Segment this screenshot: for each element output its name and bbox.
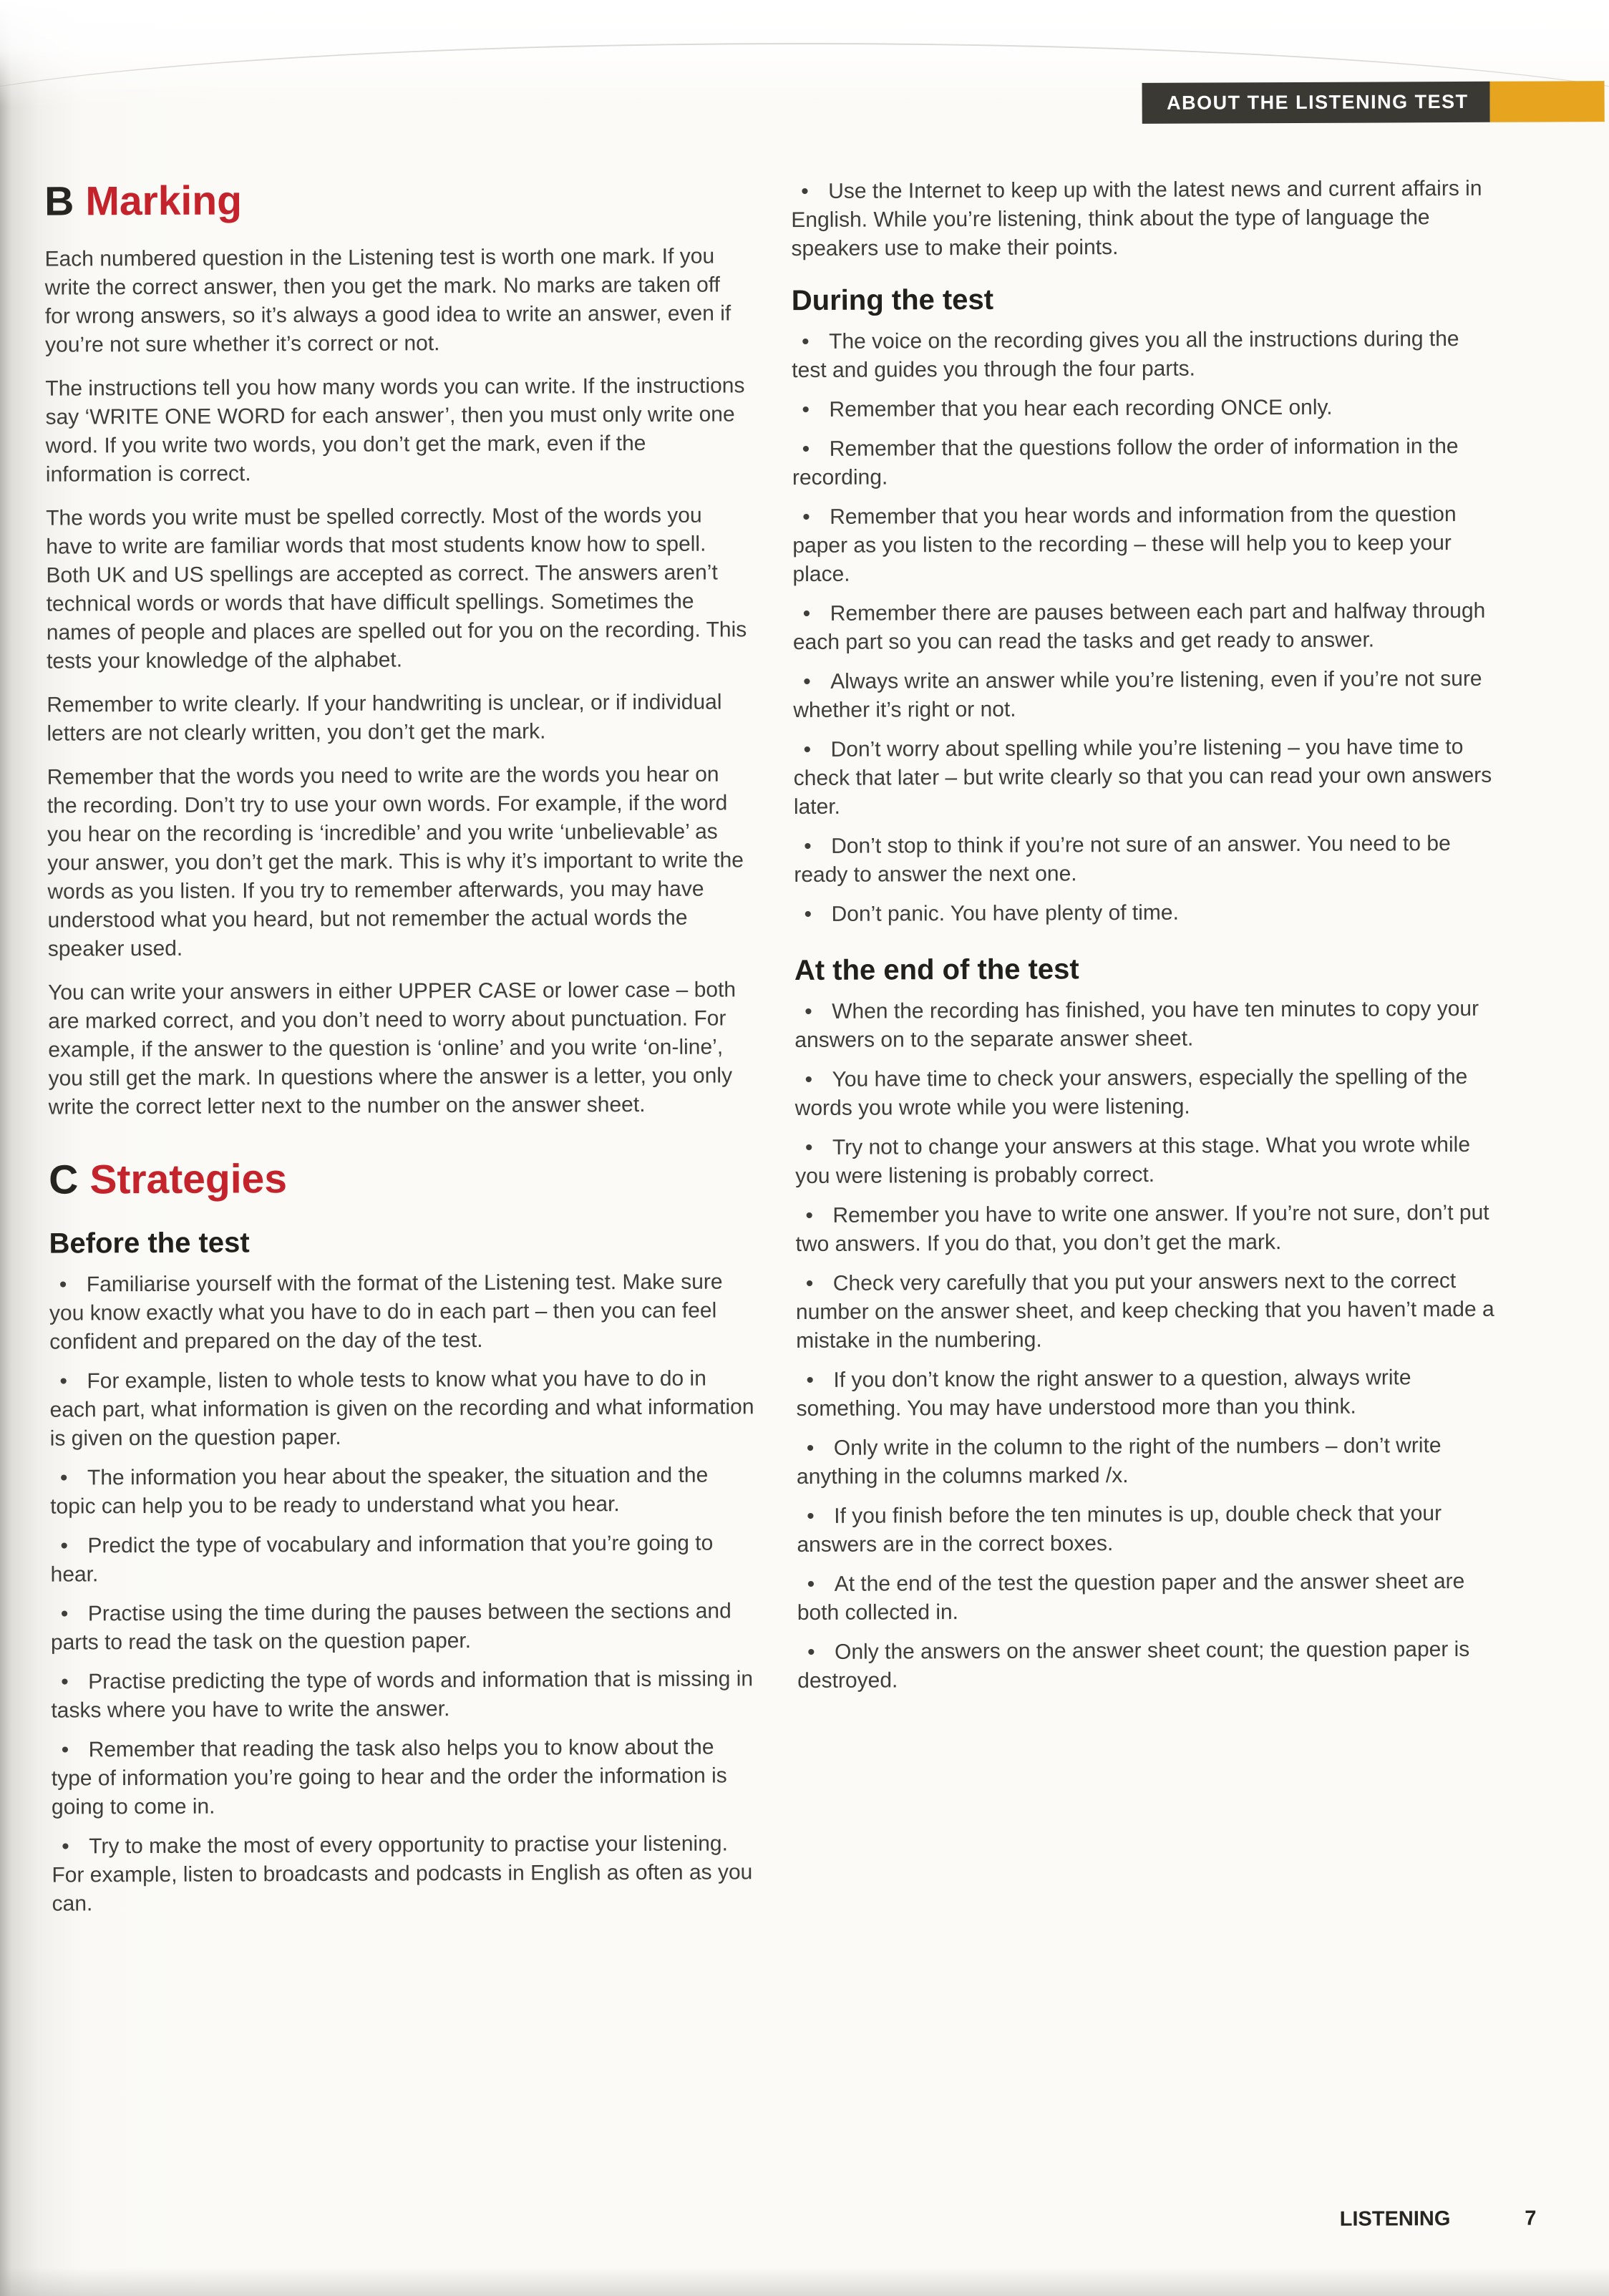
end-test-bullet: • Remember you have to write one answer. If you’re not sure, don’t put two answers. If you do that, you don’t get the mark. — [795, 1199, 1500, 1259]
end-test-bullet: • If you don’t know the right answer to a question, always write something. You may have understood more than you think. — [796, 1363, 1501, 1424]
during-test-bullet: • Remember that the questions follow the order of information in the recording. — [792, 432, 1497, 492]
before-test-bullet: • The information you hear about the speaker, the situation and the topic can help you to be ready to understand what you hear. — [50, 1461, 755, 1521]
end-test-bullet: • At the end of the test the question paper and the answer sheet are both collected in. — [797, 1567, 1502, 1628]
before-test-bullet: • Try to make the most of every opportunity to practise your listening. For example, listen to broadcasts and podcasts in English as often as you can. — [52, 1829, 757, 1918]
section-heading-marking — [44, 177, 749, 223]
during-test-bullet: • Don’t panic. You have plenty of time. — [794, 898, 1499, 929]
end-test-bullet: • Only write in the column to the right of the numbers – don’t write anything in the columns marked /x. — [797, 1431, 1502, 1492]
before-test-bullet: • Practise predicting the type of words and information that is missing in tasks where you have to write the answer. — [51, 1665, 756, 1725]
section-heading-strategies — [49, 1156, 754, 1202]
section-letter-b: B — [44, 178, 74, 225]
during-test-bullet: • Don’t worry about spelling while you’re listening – you have time to check that later – but write clearly so that you can read your own answers later. — [793, 733, 1499, 822]
header-tab-gold-accent — [1490, 81, 1605, 122]
before-test-bullet: • Practise using the time during the pauses between the sections and parts to read the task on the question paper. — [51, 1597, 756, 1657]
left-column — [44, 177, 757, 1929]
page-number: 7 — [1525, 2207, 1537, 2230]
right-column — [791, 175, 1504, 1926]
before-test-bullet: • For example, listen to whole tests to know what you have to do in each part, what information is given on the recording and what information is given on the question paper. — [49, 1364, 755, 1453]
during-test-bullet: • The voice on the recording gives you all the instructions during the test and guides you through the four parts. — [792, 325, 1497, 385]
marking-paragraph: Remember that the words you need to write are the words you hear on the recording. Don’t try to use your own words. For example, if the word you hear on the recording is ‘incredible’ and you write ‘unbelievable’ as your answer, you don’t get the mark. This is why it’s important to write the words as you listen. If you try to remember afterwards, you may have understood what you heard, but not remember the actual words the speaker used. — [47, 762, 744, 961]
end-test-bullet: • Only the answers on the answer sheet count; the question paper is destroyed. — [797, 1635, 1502, 1696]
end-test-bullet: • You have time to check your answers, especially the spelling of the words you wrote while you were listening. — [794, 1063, 1499, 1123]
marking-paragraph: Remember to write clearly. If your handwriting is unclear, or if individual letters are not clearly written, you don’t get the mark. — [47, 690, 722, 746]
during-test-bullet: • Don’t stop to think if you’re not sure of an answer. You need to be ready to answer the next one. — [794, 830, 1499, 890]
section-title-marking: Marking — [85, 177, 243, 225]
during-test-bullet: • Remember that you hear words and information from the question paper as you listen to the recording – these will help you to keep your place. — [792, 500, 1498, 589]
marking-paragraph: Each numbered question in the Listening test is worth one mark. If you write the correct answer, then you get the mark. No marks are taken off for wrong answers, so it’s always a good idea to write an answer, even if you’re not sure whether it’s correct or not. — [44, 244, 731, 357]
during-test-bullet: • Remember there are pauses between each part and halfway through each part so you can read the tasks and get ready to answer. — [793, 597, 1498, 657]
end-test-bullet: • When the recording has finished, you have ten minutes to copy your answers on to the separate answer sheet. — [794, 995, 1499, 1055]
subheading-during-the-test: During the test — [791, 283, 994, 317]
section-letter-c: C — [49, 1157, 79, 1203]
section-title-strategies: Strategies — [89, 1155, 288, 1203]
page-columns — [44, 175, 1504, 1930]
before-test-bullet: • Predict the type of vocabulary and information that you’re going to hear. — [50, 1529, 755, 1589]
marking-paragraph: The instructions tell you how many words you can write. If the instructions say ‘WRITE ONE WORD for each answer’, then you must only write one word. If you write two words, you don’t get the mark, even if the information is correct. — [45, 374, 745, 487]
subheading-at-the-end-of-the-test: At the end of the test — [794, 953, 1079, 987]
marking-paragraph: The words you write must be spelled correctly. Most of the words you have to write are familiar words that most students know how to spell. Both UK and US spellings are accepted as correct. The answers aren’t technical words or words that have difficult spellings. Sometimes the names of people and places are spelled out for you on the recording. This tests your knowledge of the alphabet. — [46, 503, 747, 673]
footer-section-label: LISTENING — [1339, 2207, 1451, 2231]
subheading-before-the-test: Before the test — [49, 1227, 250, 1260]
before-test-bullet: • Use the Internet to keep up with the latest news and current affairs in English. While you’re listening, think about the type of language the speakers use to make their points. — [791, 175, 1497, 263]
end-test-bullet: • If you finish before the ten minutes is up, double check that your answers are in the correct boxes. — [797, 1499, 1502, 1560]
marking-paragraph: You can write your answers in either UPPER CASE or lower case – both are marked correct, and you don’t need to worry about punctuation. For example, if the answer to the question is ‘online’ and you write ‘on-line’, you still get the mark. In questions where the answer is a letter, you only write the correct letter next to the number on the answer sheet. — [47, 978, 737, 1119]
during-test-bullet: • Remember that you hear each recording ONCE only. — [792, 393, 1497, 424]
end-test-bullet: • Check very carefully that you put your answers next to the correct number on the answer sheet, and keep checking that you haven’t made a mistake in the numbering. — [796, 1267, 1502, 1356]
header-tab-label: ABOUT THE LISTENING TEST — [1142, 82, 1490, 124]
during-test-bullet: • Always write an answer while you’re listening, even if you’re not sure whether it’s right or not. — [793, 665, 1498, 725]
before-test-bullet: • Remember that reading the task also helps you to know about the type of information you’re going to hear and the order the information is going to come in. — [52, 1733, 757, 1821]
page-footer — [1340, 2207, 1537, 2232]
end-test-bullet: • Try not to change your answers at this stage. What you wrote while you were listening is probably correct. — [795, 1131, 1500, 1191]
before-test-bullet: • Familiarise yourself with the format of the Listening test. Make sure you know exactly what you have to do in each part – then you can feel confident and prepared on the day of the test. — [49, 1268, 755, 1356]
page-header-tab — [1142, 81, 1605, 124]
